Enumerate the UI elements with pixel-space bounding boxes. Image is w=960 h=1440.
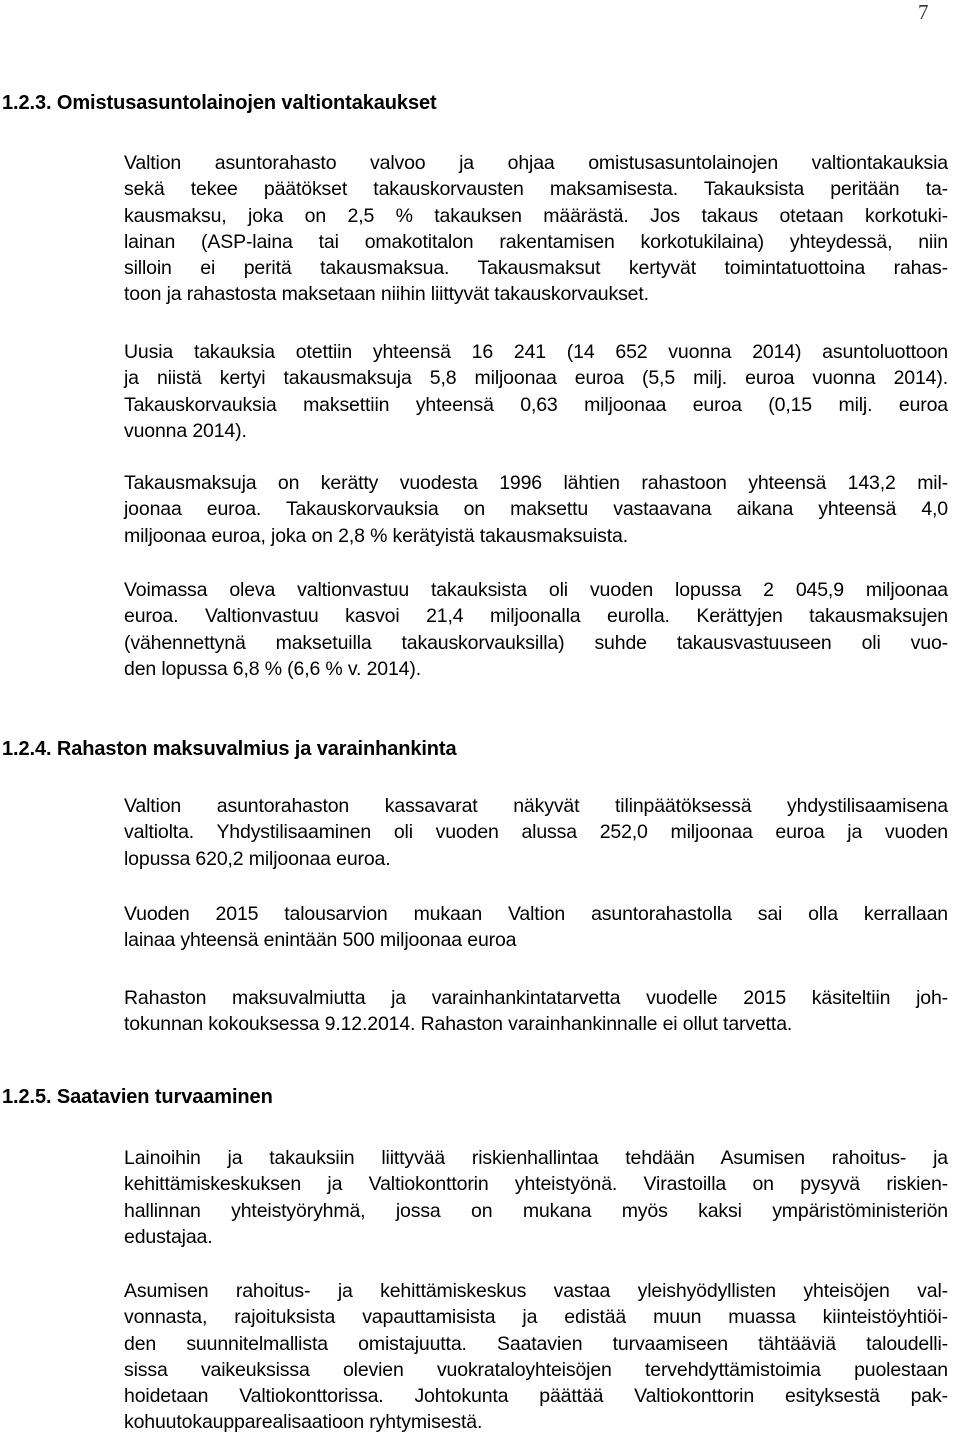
paragraph xyxy=(124,901,948,954)
section-title: Saatavien turvaaminen xyxy=(56,1086,273,1108)
text-line: tokunnan kokouksessa 9.12.2014. Rahaston varainhankinnalle ei ollut tarvetta. xyxy=(124,1013,793,1036)
paragraph xyxy=(124,793,948,872)
paragraph xyxy=(124,339,948,444)
section-number: 1.2.5. xyxy=(2,1086,52,1108)
text-line: Voimassa oleva valtionvastuu takauksista oli vuoden lopussa 2 045,9 miljoonaa xyxy=(124,579,948,601)
text-line: valtiolta. Yhdystilisaaminen oli vuoden alussa 252,0 miljoonaa euroa ja vuoden xyxy=(124,821,948,844)
section-title: Omistusasuntolainojen valtiontakaukset xyxy=(56,92,437,114)
text-line: Lainoihin ja takauksiin liittyvää riskienhallintaa tehdään Asumisen rahoitus- ja xyxy=(124,1147,948,1169)
text-line: joonaa euroa. Takauskorvauksia on maksettu vastaavana aikana yhteensä 4,0 xyxy=(124,498,948,521)
text-line: Rahaston maksuvalmiutta ja varainhankintatarvetta vuodelle 2015 käsiteltiin joh- xyxy=(124,987,948,1009)
text-line: kausmaksu, joka on 2,5 % takauksen määrästä. Jos takaus otetaan korkotuki- xyxy=(124,204,948,227)
text-line: kohuutokaupparealisaatioon ryhtymisestä. xyxy=(124,1411,483,1434)
text-line: ja niistä kertyi takausmaksuja 5,8 miljoonaa euroa (5,5 milj. euroa vuonna 2014). xyxy=(124,367,948,390)
text-line: den suunnitelmallista omistajuutta. Saatavien turvaamiseen tähtääviä taloudelli- xyxy=(124,1332,948,1355)
text-line: lainan (ASP-laina tai omakotitalon rakentamisen korkotukilaina) yhteydessä, niin xyxy=(124,230,948,253)
section-heading-1-2-5 xyxy=(2,1084,273,1110)
text-line: Asumisen rahoitus- ja kehittämiskeskus vastaa yleishyödyllisten yhteisöjen val- xyxy=(124,1280,948,1302)
text-line: toon ja rahastosta maksetaan niihin liittyvät takauskorvaukset. xyxy=(124,283,649,306)
text-line: miljoonaa euroa, joka on 2,8 % kerätyistä takausmaksuista. xyxy=(124,524,628,547)
page-number: 7 xyxy=(918,0,929,24)
paragraph xyxy=(124,150,948,308)
section-heading-1-2-3 xyxy=(2,90,437,116)
text-line: (vähennettynä maksetuilla takauskorvauksilla) suhde takausvastuuseen oli vuo- xyxy=(124,631,948,654)
text-line: vuonna 2014). xyxy=(124,419,247,442)
paragraph xyxy=(124,577,948,682)
text-line: Uusia takauksia otettiin yhteensä 16 241 (14 652 vuonna 2014) asuntoluottoon xyxy=(124,341,948,363)
text-line: sekä tekee päätökset takauskorvausten maksamisesta. Takauksista peritään ta- xyxy=(124,178,948,201)
text-line: Vuoden 2015 talousarvion mukaan Valtion asuntorahastolla sai olla kerrallaan xyxy=(124,903,948,925)
section-number: 1.2.3. xyxy=(2,92,52,114)
text-line: sissa vaikeuksissa olevien vuokrataloyhteisöjen tervehdyttämistoimia puolestaan xyxy=(124,1358,948,1381)
paragraph xyxy=(124,985,948,1038)
text-line: Takausmaksuja on kerätty vuodesta 1996 lähtien rahastoon yhteensä 143,2 mil- xyxy=(124,472,948,494)
text-line: euroa. Valtionvastuu kasvoi 21,4 miljoonalla eurolla. Kerättyjen takausmaksujen xyxy=(124,605,948,628)
text-line: vonnasta, rajoituksista vapauttamisista ja edistää muun muassa kiinteistöyhtiöi- xyxy=(124,1306,948,1329)
paragraph xyxy=(124,470,948,549)
text-line: Takauskorvauksia maksettiin yhteensä 0,63 miljoonaa euroa (0,15 milj. euroa xyxy=(124,393,948,416)
text-line: hoidetaan Valtiokonttorissa. Johtokunta päättää Valtiokonttorin esityksestä pak- xyxy=(124,1385,948,1408)
text-line: Valtion asuntorahasto valvoo ja ohjaa omistusasuntolainojen valtiontakauksia xyxy=(124,152,948,174)
text-line: Valtion asuntorahaston kassavarat näkyvät tilinpäätöksessä yhdystilisaamisena xyxy=(124,795,948,817)
text-line: silloin ei peritä takausmaksua. Takausmaksut kertyvät toimintatuottoina rahas- xyxy=(124,257,948,280)
text-line: kehittämiskeskuksen ja Valtiokonttorin yhteistyönä. Virastoilla on pysyvä riskien- xyxy=(124,1173,948,1196)
section-number: 1.2.4. xyxy=(2,738,52,760)
paragraph xyxy=(124,1278,948,1436)
paragraph xyxy=(124,1145,948,1250)
text-line: hallinnan yhteistyöryhmä, jossa on mukana myös kaksi ympäristöministeriön xyxy=(124,1199,948,1222)
section-heading-1-2-4 xyxy=(2,736,457,762)
text-line: lainaa yhteensä enintään 500 miljoonaa euroa xyxy=(124,929,517,952)
section-title: Rahaston maksuvalmius ja varainhankinta xyxy=(56,738,457,760)
text-line: edustajaa. xyxy=(124,1225,213,1248)
text-line: lopussa 620,2 miljoonaa euroa. xyxy=(124,847,391,870)
text-line: den lopussa 6,8 % (6,6 % v. 2014). xyxy=(124,657,421,680)
